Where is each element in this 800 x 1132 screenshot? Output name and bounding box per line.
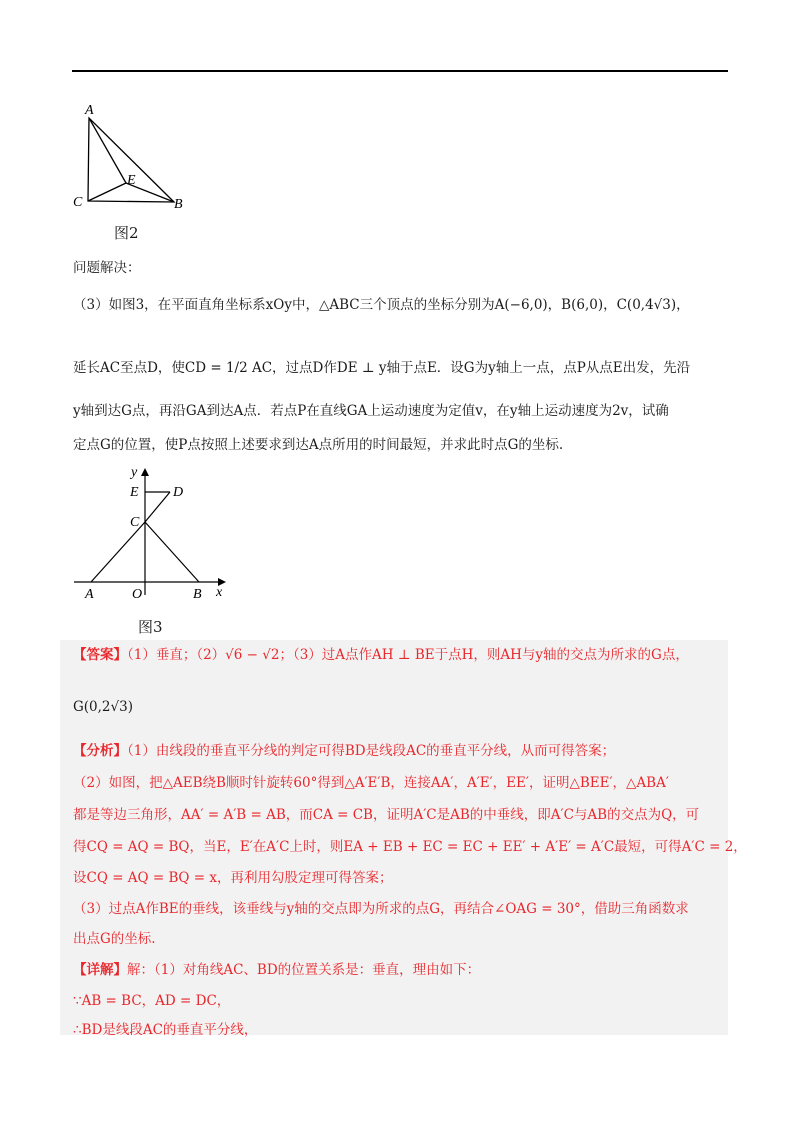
detail-line-3: ∴BD是线段AC的垂直平分线， bbox=[73, 1022, 258, 1038]
label-x: x bbox=[216, 585, 223, 600]
section-title: 问题解决： bbox=[73, 260, 141, 276]
analysis-line-7: 出点G的坐标. bbox=[73, 931, 156, 947]
figure-3-caption: 图3 bbox=[138, 618, 163, 636]
figure-2 bbox=[70, 98, 190, 213]
detail-line-2: ∵AB = BC，AD = DC， bbox=[73, 993, 231, 1009]
label-o: O bbox=[132, 587, 143, 600]
detail-text-1: 解：（1）对角线AC、BD的位置关系是：垂直，理由如下： bbox=[127, 962, 481, 978]
answer-text-1: （1）垂直；（2）√6 − √2；（3）过A点作AH ⊥ BE于点H，则AH与y轴的交点为所求的G点， bbox=[127, 647, 689, 663]
problem-line-4: 定点G的位置，使P点按照上述要求到达A点所用的时间最短，并求此时点G的坐标. bbox=[73, 437, 564, 453]
label-y: y bbox=[131, 465, 138, 480]
label-d: D bbox=[173, 485, 184, 500]
header-rule bbox=[72, 70, 728, 72]
answer-tag: 【答案】 bbox=[73, 647, 127, 663]
segment-ce bbox=[88, 183, 126, 201]
analysis-line-2: （2）如图，把△AEB绕B顺时针旋转60°得到△A′E′B，连接AA′，A′E′，EE′，证明△BEE′，△ABA′ bbox=[73, 775, 669, 791]
analysis-line-1 bbox=[73, 741, 615, 761]
detail-tag: 【详解】 bbox=[73, 962, 127, 978]
figure-2-caption: 图2 bbox=[114, 224, 139, 242]
label-b: B bbox=[174, 197, 183, 212]
problem-line-2: 延长AC至点D，使CD = 1/2 AC，过点D作DE ⊥ y轴于点E．设G为y轴上一点，点P从点E出发，先沿 bbox=[73, 360, 691, 376]
answer-line-1 bbox=[73, 645, 689, 665]
analysis-line-3: 都是等边三角形，AA′ = A′B = AB，而CA = CB，证明A′C是AB的中垂线，即A′C与AB的交点为Q，可 bbox=[73, 807, 700, 823]
triangle-abc bbox=[88, 118, 174, 202]
analysis-line-5: 设CQ = AQ = BQ = x，再利用勾股定理可得答案； bbox=[73, 870, 393, 886]
analysis-line-4: 得CQ = AQ = BQ，当E，E′在A′C上时，则EA + EB + EC = EC + EE′ + A′E′ = A′C最短，可得A′C = 2， bbox=[73, 839, 747, 855]
problem-line-3: y轴到达G点，再沿GA到达A点．若点P在直线GA上运动速度为定值v，在y轴上运动速度为2v，试确 bbox=[73, 403, 669, 419]
answer-line-2: G(0,2√3) bbox=[73, 699, 133, 715]
label-c: C bbox=[130, 515, 140, 530]
segment-ae bbox=[89, 118, 126, 183]
label-a: A bbox=[85, 103, 94, 118]
analysis-tag: 【分析】 bbox=[73, 743, 127, 759]
problem-line-1: （3）如图3，在平面直角坐标系xOy中，△ABC三个顶点的坐标分别为A(−6,0)，B(6,0)，C(0,4√3)， bbox=[73, 297, 690, 313]
label-c: C bbox=[73, 195, 83, 210]
label-b: B bbox=[193, 587, 202, 600]
segment-cd bbox=[145, 492, 170, 522]
detail-line-1 bbox=[73, 960, 480, 980]
label-a: A bbox=[85, 587, 94, 600]
analysis-text-1: （1）由线段的垂直平分线的判定可得BD是线段AC的垂直平分线，从而可得答案； bbox=[127, 743, 616, 759]
label-e: E bbox=[130, 485, 139, 500]
y-axis-arrow bbox=[141, 468, 149, 476]
figure-3 bbox=[70, 460, 230, 600]
analysis-line-6: （3）过点A作BE的垂线，该垂线与y轴的交点即为所求的点G，再结合∠OAG = 30°，借助三角函数求 bbox=[73, 901, 689, 917]
label-e: E bbox=[127, 173, 136, 188]
